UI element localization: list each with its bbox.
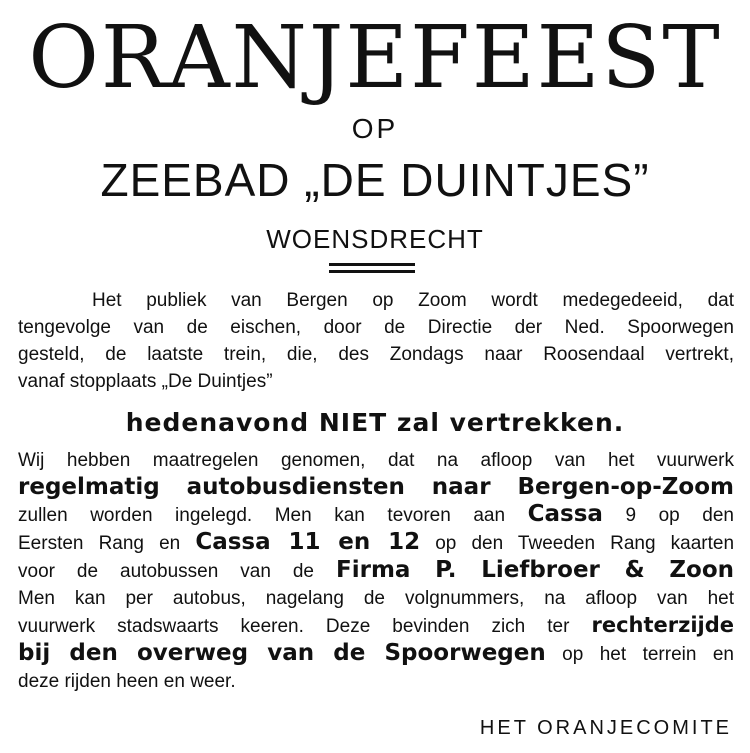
signature: HET ORANJECOMITE [479,717,732,739]
line-text: op den Tweeden Rang kaarten [435,533,735,554]
paragraph-announcement [18,287,734,395]
line-text: zullen worden ingelegd. Men kan tevoren aan [18,505,506,526]
paragraph-bus-services [18,447,734,695]
paragraph-line [18,557,734,585]
cassa-9-label: Cassa [527,501,603,527]
paragraph-line: Wij hebben maatregelen genomen, dat na afloop van het vuurwerk [18,450,734,471]
paragraph-line [18,612,734,640]
venue-name: ZEEBAD „DE DUINTJES” [100,154,650,206]
railway-crossing-label: bij den overweg van de Spoorwegen [18,640,546,666]
line-text: 9 op den [625,505,735,526]
paragraph-line: vanaf stopplaats „De Duintjes” [18,371,273,392]
paragraph-line: deze rijden heen en weer. [18,671,236,692]
paragraph-line: Het publiek van Bergen op Zoom wordt medegedeeid, dat [92,290,734,311]
advert-title: ORANJEFEEST [28,8,722,108]
line-text: vuurwerk stadswaarts keeren. Deze bevinden zich ter [18,616,570,637]
double-rule-bottom [329,270,415,273]
paragraph-line: gesteld, de laatste trein, die, des Zondags naar Roosendaal vertrekt, [18,344,734,365]
paragraph-line [18,529,734,557]
firm-name: Firma P. Liefbroer & Zoon [336,557,735,583]
paragraph-line: tengevolge van de eischen, door de Directie der Ned. Spoorwegen [18,317,734,338]
right-side-label: rechterzijde [591,613,734,637]
headline-not-departing: hedenavond NIET zal vertrekken. [125,408,625,437]
double-rule-top [329,263,415,266]
line-text: op het terrein en [562,644,735,665]
paragraph-line: Men kan per autobus, nagelang de volgnummers, na afloop van het [18,588,734,609]
paragraph-line [18,501,734,529]
advert-subtitle-op: OP [351,113,399,144]
town-name: WOENSDRECHT [266,224,484,254]
line-text: voor de autobussen van de [18,561,315,582]
bus-service-highlight: regelmatig autobusdiensten naar Bergen-op-Zoom [18,474,734,500]
paragraph-line [18,640,734,668]
cassa-11-12-label: Cassa 11 en 12 [195,529,421,555]
line-text: Eersten Rang en [18,533,181,554]
